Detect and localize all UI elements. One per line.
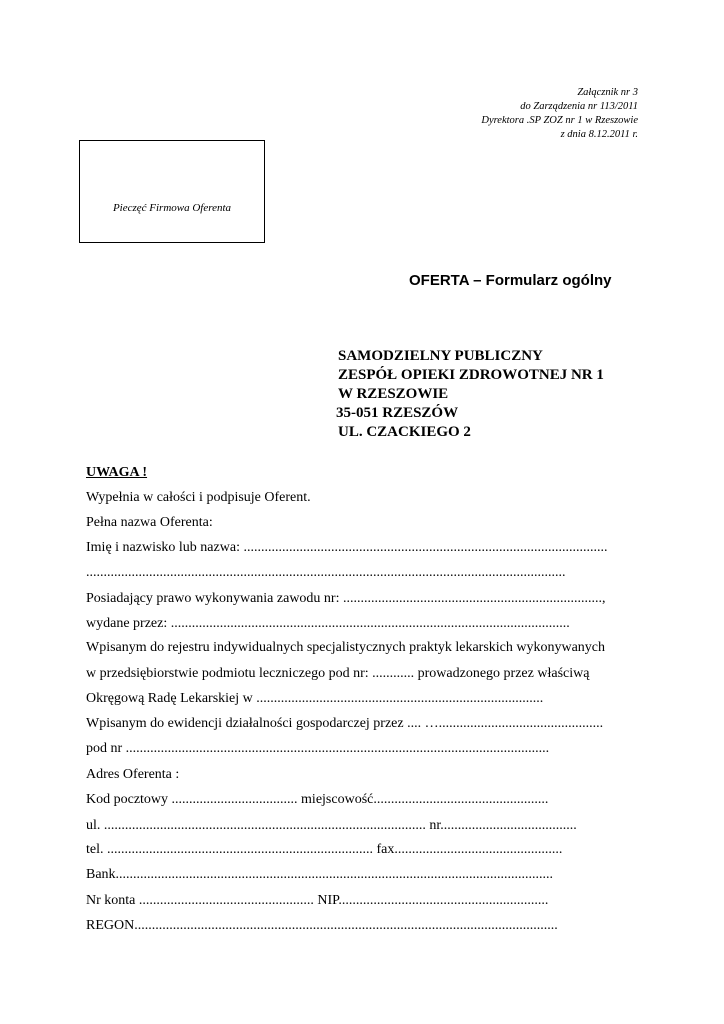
annex-header [318, 86, 638, 142]
company-stamp-box [79, 140, 265, 243]
annex-line: do Zarządzenia nr 113/2011 [520, 101, 638, 112]
annex-line: Załącznik nr 3 [577, 87, 638, 98]
address-line: SAMODZIELNY PUBLICZNY [338, 348, 543, 364]
address-line: UL. CZACKIEGO 2 [338, 424, 471, 440]
postal-code-line: Kod pocztowy .................................... miejscowość.................................................. [86, 792, 549, 807]
instruction-text: Wypełnia w całości i podpisuje Oferent. [86, 490, 311, 505]
address-line: ZESPÓŁ OPIEKI ZDROWOTNEJ NR 1 [338, 367, 604, 383]
stamp-label: Pieczęć Firmowa Oferenta [112, 202, 232, 214]
address-label: Adres Oferenta : [86, 767, 180, 782]
registry-text-line: Wpisanym do rejestru indywidualnych specjalistycznych praktyk lekarskich wykonywanych [86, 640, 606, 655]
phone-fax-line: tel. ............................................................................ fax................................................ [86, 842, 563, 857]
address-line: W RZESZOWIE [338, 386, 449, 402]
medical-council-line: Okręgową Radę Lekarskiej w .................................................................................. [86, 691, 544, 706]
account-nip-line: Nr konta .................................................. NIP............................................................ [86, 893, 549, 908]
form-title: OFERTA – Formularz ogólny [409, 272, 612, 289]
name-field-line: Imię i nazwisko lub nazwa: ........................................................................................................ [86, 540, 608, 555]
full-name-label: Pełna nazwa Oferenta: [86, 515, 213, 530]
annex-line: z dnia 8.12.2011 r. [560, 129, 638, 140]
business-number-line: pod nr ......................................................................................................................... [86, 741, 550, 756]
issued-by-line: wydane przez: .................................................................................................................. [86, 616, 570, 631]
business-registry-line: Wpisanym do ewidencji działalności gospodarczej przez .... …............................................... [86, 716, 604, 731]
annex-line: Dyrektora .SP ZOZ nr 1 w Rzeszowie [481, 115, 638, 126]
recipient-address [338, 347, 604, 442]
warning-heading: UWAGA ! [86, 465, 148, 480]
registry-number-line: w przedsiębiorstwie podmiotu leczniczego pod nr: ............ prowadzonego przez właściwą [86, 666, 590, 681]
bank-line: Bank............................................................................................................................. [86, 867, 554, 882]
name-continuation-line: ......................................................................................................................................... [86, 565, 566, 580]
license-number-line: Posiadający prawo wykonywania zawodu nr: .........................................................................., [86, 591, 606, 606]
street-line: ul. ............................................................................................ nr....................................... [86, 818, 577, 833]
address-line: 35-051 RZESZÓW [336, 405, 459, 421]
regon-line: REGON......................................................................................................................... [86, 918, 558, 933]
